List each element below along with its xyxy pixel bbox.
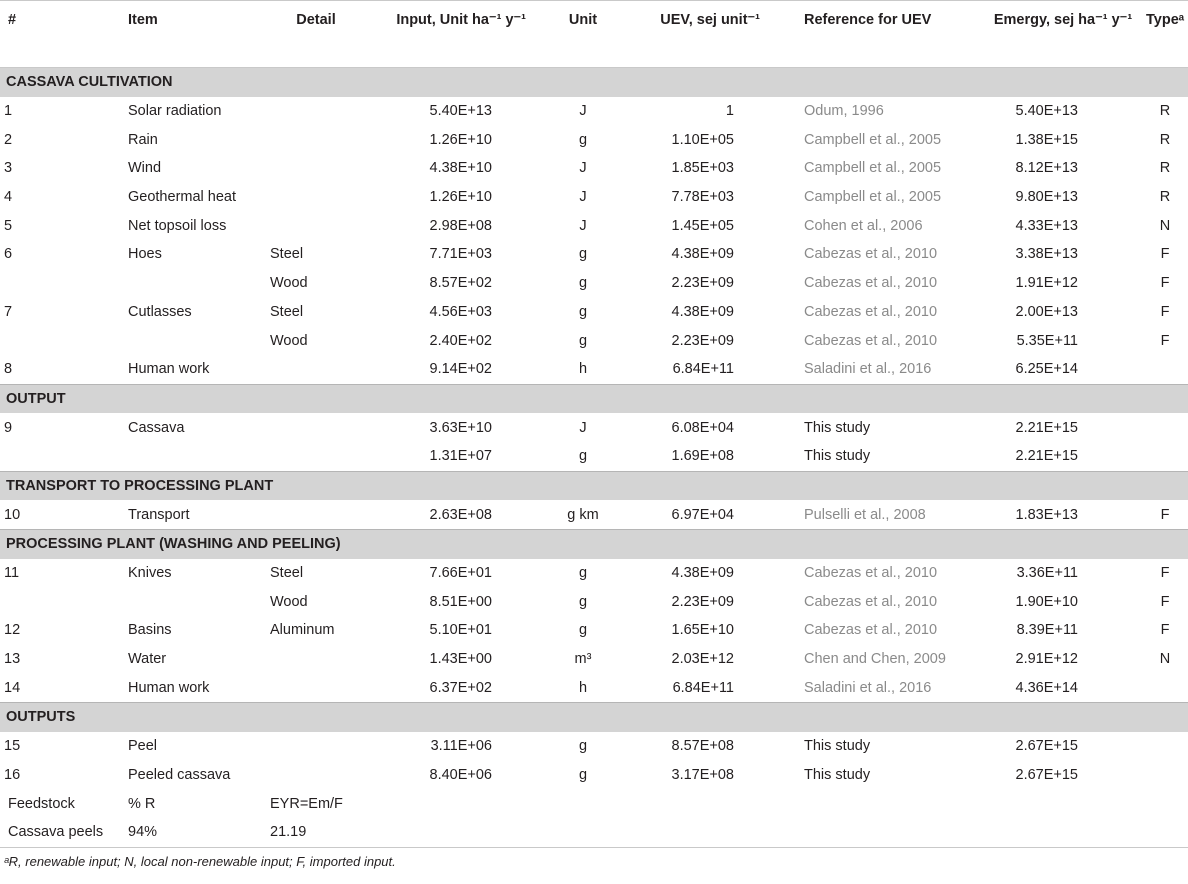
unit: g xyxy=(578,332,588,349)
reference: This study xyxy=(804,766,871,783)
unit: m³ xyxy=(574,651,592,668)
section-label: PROCESSING PLANT (WASHING AND PEELING) xyxy=(0,530,1188,559)
reference: This study xyxy=(804,419,871,436)
table-row: 1 Solar radiation 5.40E+13 J 1 Odum, 1996 5.40E+13 R xyxy=(0,97,1188,126)
input-value: 4.38E+10 xyxy=(429,160,492,177)
col-input-header: Input, Unit ha⁻¹ y⁻¹ xyxy=(366,1,548,68)
reference: Cabezas et al., 2010 xyxy=(804,246,938,263)
detail xyxy=(266,673,366,702)
detail xyxy=(266,125,366,154)
emergy-value: 1.38E+15 xyxy=(1015,131,1078,148)
emergy-value: 8.12E+13 xyxy=(1015,160,1078,177)
emergy-value: 5.35E+11 xyxy=(1016,332,1078,349)
reference: Chen and Chen, 2009 xyxy=(804,651,946,668)
type: N xyxy=(1159,217,1171,234)
emergy-value: 2.67E+15 xyxy=(1015,738,1078,755)
input-value: 7.71E+03 xyxy=(429,246,492,263)
detail xyxy=(266,761,366,790)
section-label: OUTPUT xyxy=(0,384,1188,413)
reference: Cohen et al., 2006 xyxy=(804,217,923,234)
type: F xyxy=(1160,303,1170,320)
item: Human work xyxy=(128,679,210,696)
detail: Wood xyxy=(270,593,308,610)
input-value: 8.51E+00 xyxy=(429,593,492,610)
detail xyxy=(266,442,366,471)
unit: h xyxy=(578,679,588,696)
unit: g km xyxy=(567,506,599,523)
type: R xyxy=(1159,131,1171,148)
detail: Wood xyxy=(270,332,308,349)
emergy-value: 6.25E+14 xyxy=(1015,361,1078,378)
item: Knives xyxy=(128,565,172,582)
uev-value: 1.45E+05 xyxy=(671,217,734,234)
type: R xyxy=(1159,103,1171,120)
section-row xyxy=(0,384,1188,413)
input-value: 9.14E+02 xyxy=(429,361,492,378)
uev-value: 1.10E+05 xyxy=(671,131,734,148)
unit: g xyxy=(578,246,588,263)
unit: g xyxy=(578,766,588,783)
col-detail-header: Detail xyxy=(266,1,366,68)
table-row xyxy=(0,587,1188,616)
uev-value: 2.23E+09 xyxy=(671,275,734,292)
emergy-value: 2.21E+15 xyxy=(1015,419,1078,436)
item: Geothermal heat xyxy=(128,189,237,206)
detail: Steel xyxy=(270,565,304,582)
uev-value: 2.23E+09 xyxy=(671,593,734,610)
item: Peeled cassava xyxy=(128,766,231,783)
input-value: 7.66E+01 xyxy=(429,565,492,582)
unit: J xyxy=(579,419,587,436)
unit: g xyxy=(578,448,588,465)
table-row: 14 Human work 6.37E+02 h 6.84E+11 Saladini et al., 2016 4.36E+14 xyxy=(0,673,1188,702)
section-row xyxy=(0,471,1188,500)
type: F xyxy=(1160,506,1170,523)
table-row: 7 Cutlasses Steel 4.56E+03 g 4.38E+09 Cabezas et al., 2010 2.00E+13 F xyxy=(0,298,1188,327)
unit: J xyxy=(579,189,587,206)
item: Hoes xyxy=(128,246,162,263)
summary-row: Feedstock % R EYR=Em/F xyxy=(0,789,1188,818)
col-item-header: Item xyxy=(0,1,266,68)
unit: J xyxy=(579,103,587,120)
table-row: 4 Geothermal heat 1.26E+10 J 7.78E+03 Campbell et al., 2005 9.80E+13 R xyxy=(0,183,1188,212)
unit: g xyxy=(578,622,588,639)
reference: Saladini et al., 2016 xyxy=(804,361,932,378)
input-value: 2.40E+02 xyxy=(429,332,492,349)
col-uev-header: UEV, sej unit⁻¹ xyxy=(618,1,796,68)
table-row: 2 Rain 1.26E+10 g 1.10E+05 Campbell et al., 2005 1.38E+15 R xyxy=(0,125,1188,154)
unit: J xyxy=(579,160,587,177)
unit: g xyxy=(578,275,588,292)
detail: Aluminum xyxy=(270,622,335,639)
type: F xyxy=(1160,593,1170,610)
input-value: 3.11E+06 xyxy=(430,738,492,755)
table-row: 13 Water 1.43E+00 m³ 2.03E+12 Chen and Chen, 2009 2.91E+12 N xyxy=(0,645,1188,674)
detail xyxy=(266,154,366,183)
emergy-value: 2.21E+15 xyxy=(1015,448,1078,465)
item xyxy=(0,269,266,298)
unit: g xyxy=(578,131,588,148)
section-label: CASSAVA CULTIVATION xyxy=(0,68,1188,97)
reference: Campbell et al., 2005 xyxy=(804,131,942,148)
summary-row: Cassava peels 94% 21.19 xyxy=(0,818,1188,847)
table-row xyxy=(0,326,1188,355)
reference: This study xyxy=(804,448,871,465)
item: Transport xyxy=(128,506,190,523)
uev-value: 1.85E+03 xyxy=(671,160,734,177)
type: F xyxy=(1160,622,1170,639)
table-row: 8 Human work 9.14E+02 h 6.84E+11 Saladini et al., 2016 6.25E+14 xyxy=(0,355,1188,384)
reference: Cabezas et al., 2010 xyxy=(804,565,938,582)
table-body xyxy=(0,68,1188,848)
emergy-value: 8.39E+11 xyxy=(1016,622,1078,639)
type xyxy=(1142,761,1188,790)
type: R xyxy=(1159,160,1171,177)
unit: g xyxy=(578,565,588,582)
table-row: 9 Cassava 3.63E+10 J 6.08E+04 This study 2.21E+15 xyxy=(0,413,1188,442)
uev-value: 1.69E+08 xyxy=(671,448,734,465)
detail xyxy=(266,355,366,384)
table-row: 15 Peel 3.11E+06 g 8.57E+08 This study 2.67E+15 xyxy=(0,732,1188,761)
input-value: 8.57E+02 xyxy=(429,275,492,292)
input-value: 1.43E+00 xyxy=(429,651,492,668)
detail xyxy=(266,97,366,126)
uev-value: 3.17E+08 xyxy=(671,766,734,783)
detail xyxy=(266,413,366,442)
col-unit-header: Unit xyxy=(548,1,618,68)
emergy-value: 4.33E+13 xyxy=(1015,217,1078,234)
type xyxy=(1142,413,1188,442)
detail: Steel xyxy=(270,303,304,320)
emergy-value: 2.67E+15 xyxy=(1015,766,1078,783)
type xyxy=(1142,732,1188,761)
emergy-value: 1.83E+13 xyxy=(1015,506,1078,523)
unit: g xyxy=(578,593,588,610)
emergy-value: 3.38E+13 xyxy=(1015,246,1078,263)
item xyxy=(0,326,266,355)
uev-value: 4.38E+09 xyxy=(671,565,734,582)
table-row xyxy=(0,442,1188,471)
section-label: OUTPUTS xyxy=(0,703,1188,732)
table-header xyxy=(0,1,1188,68)
reference: Cabezas et al., 2010 xyxy=(804,332,938,349)
detail xyxy=(266,645,366,674)
input-value: 6.37E+02 xyxy=(429,679,492,696)
table-row xyxy=(0,269,1188,298)
type: F xyxy=(1160,332,1170,349)
col-type-header: Typeᵃ xyxy=(1142,1,1188,68)
section-label: TRANSPORT TO PROCESSING PLANT xyxy=(0,471,1188,500)
reference: Odum, 1996 xyxy=(804,103,884,120)
reference: Cabezas et al., 2010 xyxy=(804,303,938,320)
item: Cutlasses xyxy=(128,303,192,320)
detail xyxy=(266,732,366,761)
type: F xyxy=(1160,275,1170,292)
uev-value: 1 xyxy=(725,103,734,120)
summary-eyr: 21.19 xyxy=(270,824,307,841)
item: Water xyxy=(128,651,167,668)
header-row: # Item Detail Input, Unit ha⁻¹ y⁻¹ Unit UEV, sej unit⁻¹ Reference for UEV Emergy, sej ha⁻¹ y⁻¹ Typeᵃ xyxy=(0,1,1188,68)
summary-eyr: EYR=Em/F xyxy=(270,795,343,812)
input-value: 8.40E+06 xyxy=(429,766,492,783)
type xyxy=(1142,673,1188,702)
item: Basins xyxy=(128,622,172,639)
summary-percent-r: 94% xyxy=(128,824,158,841)
detail xyxy=(266,211,366,240)
uev-value: 2.23E+09 xyxy=(671,332,734,349)
item: Rain xyxy=(128,131,158,148)
item: Peel xyxy=(128,738,158,755)
unit: g xyxy=(578,738,588,755)
unit: h xyxy=(578,361,588,378)
uev-value: 2.03E+12 xyxy=(671,651,734,668)
emergy-value: 9.80E+13 xyxy=(1015,189,1078,206)
reference: Cabezas et al., 2010 xyxy=(804,275,938,292)
section-row xyxy=(0,530,1188,559)
col-emergy-header: Emergy, sej ha⁻¹ y⁻¹ xyxy=(984,1,1142,68)
uev-value: 6.08E+04 xyxy=(671,419,734,436)
input-value: 1.26E+10 xyxy=(429,131,492,148)
table-row: 5 Net topsoil loss 2.98E+08 J 1.45E+05 Cohen et al., 2006 4.33E+13 N xyxy=(0,211,1188,240)
uev-value: 6.84E+11 xyxy=(672,679,734,696)
input-value: 1.26E+10 xyxy=(429,189,492,206)
table-row: 11 Knives Steel 7.66E+01 g 4.38E+09 Cabezas et al., 2010 3.36E+11 F xyxy=(0,559,1188,588)
emergy-value: 1.90E+10 xyxy=(1015,593,1078,610)
emergy-value: 4.36E+14 xyxy=(1015,679,1078,696)
emergy-value: 5.40E+13 xyxy=(1015,103,1078,120)
emergy-value: 3.36E+11 xyxy=(1016,565,1078,582)
type: R xyxy=(1159,189,1171,206)
reference: Cabezas et al., 2010 xyxy=(804,622,938,639)
input-value: 5.10E+01 xyxy=(429,622,492,639)
type: F xyxy=(1160,565,1170,582)
detail: Steel xyxy=(270,246,304,263)
table-row: 16 Peeled cassava 8.40E+06 g 3.17E+08 This study 2.67E+15 xyxy=(0,761,1188,790)
emergy-value: 2.00E+13 xyxy=(1015,303,1078,320)
uev-value: 4.38E+09 xyxy=(671,246,734,263)
item: Net topsoil loss xyxy=(128,217,227,234)
input-value: 1.31E+07 xyxy=(429,448,492,465)
reference: Saladini et al., 2016 xyxy=(804,679,932,696)
emergy-value: 2.91E+12 xyxy=(1015,651,1078,668)
uev-value: 7.78E+03 xyxy=(671,189,734,206)
detail xyxy=(266,500,366,529)
type: F xyxy=(1160,246,1170,263)
table-row: 6 Hoes Steel 7.71E+03 g 4.38E+09 Cabezas et al., 2010 3.38E+13 F xyxy=(0,240,1188,269)
table-footer xyxy=(0,847,1188,876)
input-value: 2.63E+08 xyxy=(429,506,492,523)
uev-value: 1.65E+10 xyxy=(671,622,734,639)
summary-percent-r: % R xyxy=(128,795,156,812)
item xyxy=(0,587,266,616)
unit: g xyxy=(578,303,588,320)
table-row: 12 Basins Aluminum 5.10E+01 g 1.65E+10 Cabezas et al., 2010 8.39E+11 F xyxy=(0,616,1188,645)
uev-value: 8.57E+08 xyxy=(671,738,734,755)
table-row: 3 Wind 4.38E+10 J 1.85E+03 Campbell et al., 2005 8.12E+13 R xyxy=(0,154,1188,183)
reference: This study xyxy=(804,738,871,755)
emergy-value: 1.91E+12 xyxy=(1015,275,1078,292)
item: Wind xyxy=(128,160,162,177)
uev-value: 6.97E+04 xyxy=(671,506,734,523)
reference: Cabezas et al., 2010 xyxy=(804,593,938,610)
input-value: 2.98E+08 xyxy=(429,217,492,234)
item: Cassava xyxy=(128,419,185,436)
detail xyxy=(266,183,366,212)
type xyxy=(1142,442,1188,471)
type xyxy=(1142,355,1188,384)
footnote: ᵃR, renewable input; N, local non-renewable input; F, imported input. xyxy=(0,847,1188,876)
section-row xyxy=(0,703,1188,732)
footnote-row xyxy=(0,847,1188,876)
type: N xyxy=(1159,651,1171,668)
reference: Campbell et al., 2005 xyxy=(804,189,942,206)
item xyxy=(0,442,266,471)
item: Solar radiation xyxy=(128,103,222,120)
input-value: 5.40E+13 xyxy=(429,103,492,120)
reference: Pulselli et al., 2008 xyxy=(804,506,926,523)
reference: Campbell et al., 2005 xyxy=(804,160,942,177)
input-value: 4.56E+03 xyxy=(429,303,492,320)
table-row: 10 Transport 2.63E+08 g km 6.97E+04 Pulselli et al., 2008 1.83E+13 F xyxy=(0,500,1188,529)
detail: Wood xyxy=(270,275,308,292)
uev-value: 4.38E+09 xyxy=(671,303,734,320)
unit: J xyxy=(579,217,587,234)
col-reference-header: Reference for UEV xyxy=(796,1,984,68)
item: Human work xyxy=(128,361,210,378)
section-row xyxy=(0,68,1188,97)
input-value: 3.63E+10 xyxy=(429,419,492,436)
uev-value: 6.84E+11 xyxy=(672,361,734,378)
